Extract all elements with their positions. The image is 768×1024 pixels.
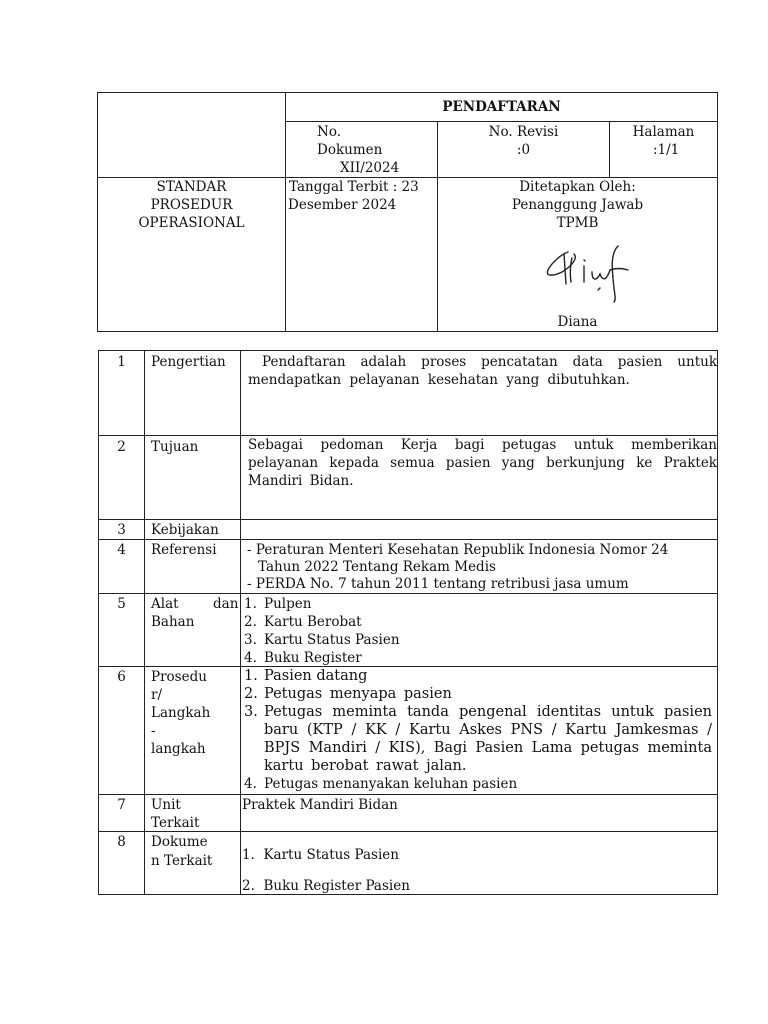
materials-list <box>240 595 710 667</box>
row-label: Tujuan <box>151 439 199 455</box>
row-content: Sebagai pedoman Kerja bagi petugas untuk memberikan pelayanan kepada semua pasien yang berkunjung ke Praktek Mandiri Bidan. <box>248 437 717 489</box>
row-content: Praktek Mandiri Bidan <box>242 797 398 813</box>
no-revisi-value: :0 <box>516 142 531 158</box>
row-label-line1: Alat <box>151 596 179 612</box>
row-number: 7 <box>117 797 126 813</box>
halaman-value: :1/1 <box>653 142 680 158</box>
row-number: 8 <box>117 834 126 850</box>
row-label-line2: Bahan <box>151 614 195 630</box>
row-label-line2: n Terkait <box>151 853 213 869</box>
row-label: Referensi <box>151 542 217 558</box>
list-item: 1. Pasien datang <box>244 668 368 684</box>
list-item: 1. Kartu Status Pasien <box>242 847 399 863</box>
list-item: 1. Pulpen <box>244 596 312 612</box>
row-number: 4 <box>117 542 126 558</box>
row-number: 3 <box>117 522 126 538</box>
list-item: 3. Kartu Status Pasien <box>244 632 400 648</box>
row-number: 5 <box>117 596 126 612</box>
no-dokumen-label-line1: No. <box>317 124 341 140</box>
no-revisi-label: No. Revisi <box>488 124 559 140</box>
row-label-line1: Dokume <box>151 834 208 850</box>
no-dokumen-label-line2: Dokumen <box>317 142 383 158</box>
row-number: 1 <box>117 354 126 370</box>
no-dokumen-value: XII/2024 <box>340 160 400 176</box>
row-number: 6 <box>117 669 126 685</box>
sop-label-line1: STANDAR <box>156 179 227 195</box>
list-item: 4. Buku Register <box>244 650 362 666</box>
row-label-line1b: dan <box>213 596 239 612</box>
halaman-label: Halaman <box>632 124 695 140</box>
sop-label-line3: OPERASIONAL <box>138 215 245 231</box>
sop-label-line2: PROSEDUR <box>150 197 233 213</box>
ditetapkan-line2: Penanggung Jawab <box>511 197 644 213</box>
row-label: Kebijakan <box>151 522 219 538</box>
row-label: Prosedu r/ Langkah - langkah <box>151 669 211 757</box>
row-number: 2 <box>117 439 126 455</box>
list-item: 2. Kartu Berobat <box>244 614 362 630</box>
reference-item: - Peraturan Menteri Kesehatan Republik Indonesia Nomor 24 <box>247 542 669 558</box>
list-item: 2. Buku Register Pasien <box>242 878 410 894</box>
tanggal-terbit-line1: Tanggal Terbit : 23 <box>289 179 419 195</box>
row-label-line2: Terkait <box>151 815 200 831</box>
ditetapkan-line3: TPMB <box>556 215 599 231</box>
signer-name: Diana <box>557 314 598 330</box>
tanggal-terbit-line2: Desember 2024 <box>288 197 397 213</box>
list-item: 3. Petugas meminta tanda pengenal identitas untuk pasien baru (KTP / KK / Kartu Askes PNS / Kartu Jamkesmas / BPJS Mandiri / KIS), Bagi Pasien Lama petugas meminta kartu berobat rawat jalan. <box>244 704 712 774</box>
reference-item: - PERDA No. 7 tahun 2011 tentang retribusi jasa umum <box>247 576 629 592</box>
procedure-list <box>240 667 712 793</box>
ditetapkan-line1: Ditetapkan Oleh: <box>519 179 636 195</box>
signature-image <box>540 240 640 304</box>
row-label: Pengertian <box>151 354 226 370</box>
reference-item-cont: Tahun 2022 Tentang Rekam Medis <box>258 559 496 575</box>
list-item: 4. Petugas menanyakan keluhan pasien <box>244 776 518 792</box>
document-title: PENDAFTARAN <box>442 99 561 115</box>
row-content: Pendaftaran adalah proses pencatatan data pasien untuk mendapatkan pelayanan kesehatan yang dibutuhkan. <box>248 354 717 388</box>
row-label-line1: Unit <box>151 797 181 813</box>
list-item: 2. Petugas menyapa pasien <box>244 686 452 702</box>
